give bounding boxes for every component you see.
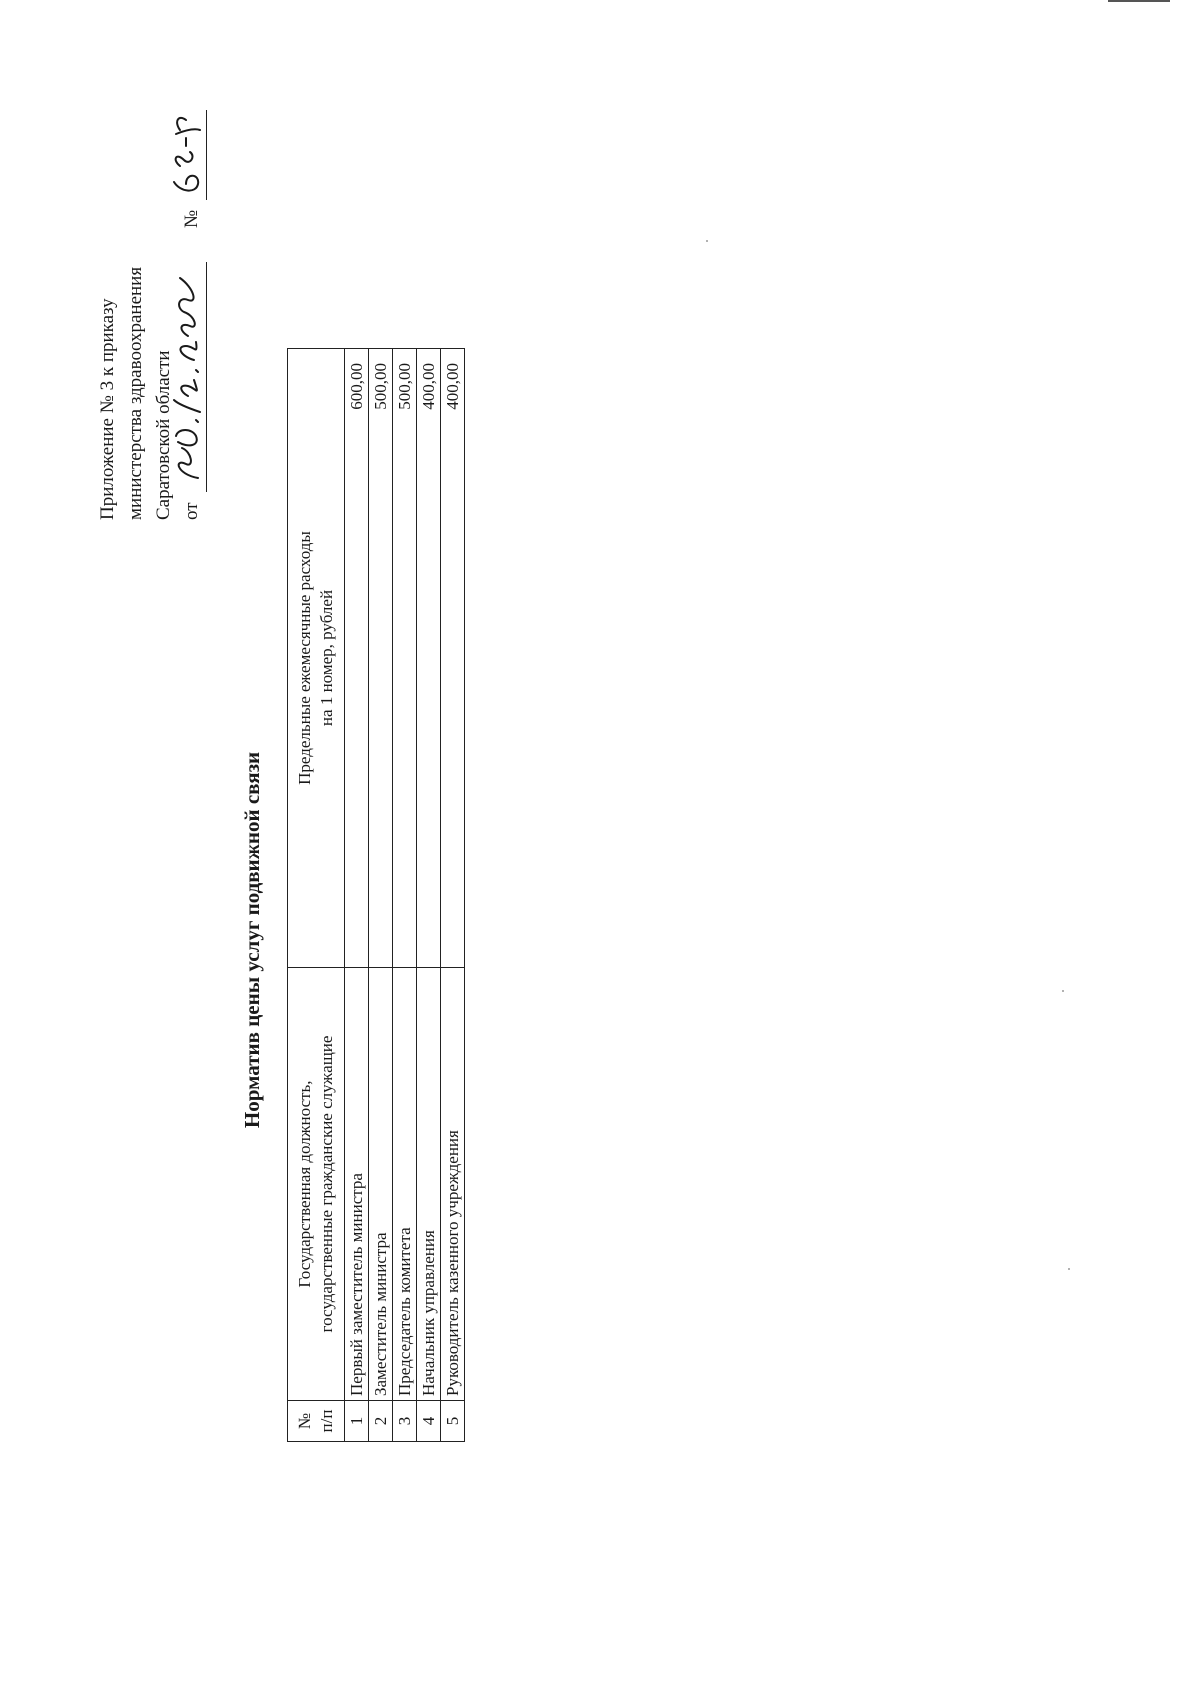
scan-speck [1068,1268,1070,1270]
header-limit [288,349,345,968]
header-limit-line: на 1 номер, рублей [317,589,336,727]
scan-edge-mark [1108,0,1170,2]
row-number: 5 [441,1401,465,1442]
appendix-line: министерства здравоохранения [125,266,146,520]
row-position: Начальник управления [417,968,441,1401]
header-number [288,1401,345,1442]
rotated-sheet [20,0,560,1640]
handwritten-date [168,262,207,492]
row-position: Председатель комитета [393,968,417,1401]
header-limit-line: Предельные ежемесячные расходы [295,531,314,785]
table-row [393,349,417,1442]
norms-table [287,348,465,1442]
header-position [288,968,345,1401]
row-position: Руководитель казенного учреждения [441,968,465,1401]
row-limit: 500,00 [393,349,417,968]
document-title: Норматив цены услуг подвижной связи [240,751,264,1129]
header-number-line: п/п [317,1409,336,1433]
appendix-line: Саратовской области [153,350,174,520]
date-prefix: от [181,502,202,520]
row-limit: 500,00 [369,349,393,968]
appendix-line: Приложение № 3 к приказу [97,298,118,520]
handwriting-number-icon [166,110,206,200]
row-limit: 400,00 [441,349,465,968]
header-position-line: государственные гражданские служащие [317,1035,336,1333]
row-number: 1 [345,1401,369,1442]
header-number-line: № [295,1412,314,1430]
handwritten-number [166,110,207,200]
row-limit: 400,00 [417,349,441,968]
header-position-line: Государственная должность, [295,1080,314,1288]
table-row [417,349,441,1442]
number-prefix: № [181,209,202,228]
scan-speck [706,240,708,242]
table-row [441,349,465,1442]
row-number: 4 [417,1401,441,1442]
table-row [369,349,393,1442]
table-header-row [288,349,345,1442]
handwriting-date-icon [168,262,206,492]
row-position: Первый заместитель министра [345,968,369,1401]
row-position: Заместитель министра [369,968,393,1401]
row-limit: 600,00 [345,349,369,968]
appendix-date-line [178,100,210,520]
row-number: 2 [369,1401,393,1442]
table-row [345,349,369,1442]
row-number: 3 [393,1401,417,1442]
scan-speck [1062,990,1064,992]
appendix-header [94,100,210,520]
